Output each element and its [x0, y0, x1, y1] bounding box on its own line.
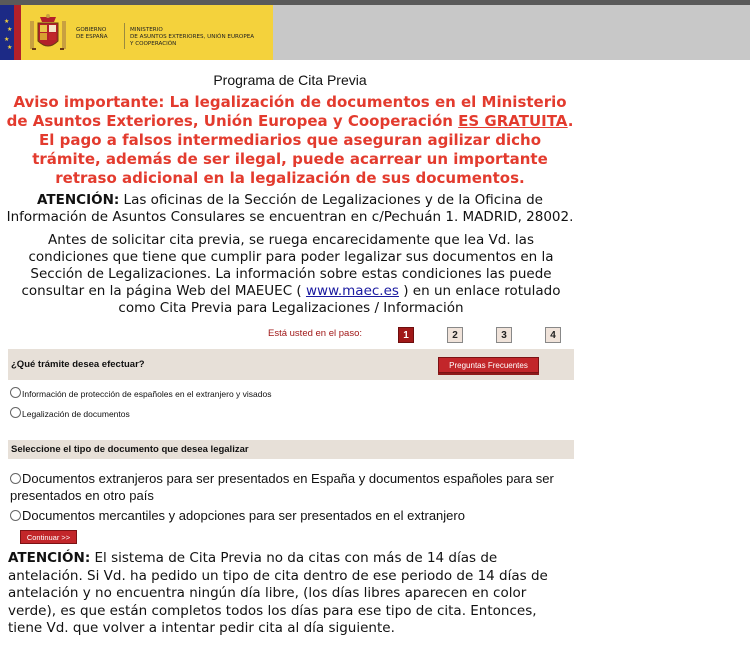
- gov-line-1: GOBIERNO: [76, 27, 107, 33]
- page-title: Programa de Cita Previa: [213, 72, 367, 88]
- ministerio-label: [130, 27, 254, 48]
- atencion-text: Las oficinas de la Sección de Legalizaciones y de la Oficina de Información de Asuntos Consulares se encuentran en c/Pechuán 1. MADRID, 28002.: [6, 192, 574, 225]
- step-4-indicator: 4: [545, 327, 561, 343]
- option-label: Documentos mercantiles y adopciones para ser presentados en el extranjero: [22, 508, 465, 523]
- appointment-notice: [8, 550, 568, 638]
- faq-button[interactable]: Preguntas Frecuentes: [438, 357, 539, 373]
- warning-text-1: Aviso importante: La legalización de documentos en el Ministerio de Asuntos Exteriores, Unión Europea y Cooperación: [6, 93, 567, 130]
- atencion-label: ATENCIÓN:: [37, 192, 120, 208]
- option-label: Información de protección de españoles en el extranjero y visados: [22, 389, 272, 399]
- min-line-2: DE ASUNTOS EXTERIORES, UNIÓN EUROPEA: [130, 34, 255, 40]
- conditions-text-1: Antes de solicitar cita previa, se ruega encarecidamente que lea Vd. las condiciones que tiene que cumplir para poder legalizar sus documentos en la Sección de Legalizaciones. La información sobre estas condiciones las puede consultar en la página Web del MAEUEC (: [21, 232, 554, 299]
- radio-button[interactable]: [10, 510, 21, 521]
- documento-section-header: [8, 440, 574, 459]
- conditions-text-2: ) en un enlace rotulado como Cita Previa para Legalizaciones / Información: [118, 283, 561, 316]
- step-1-indicator: 1: [398, 327, 414, 343]
- step-label: Está usted en el paso:: [268, 328, 363, 339]
- min-line-1: MINISTERIO: [130, 27, 163, 33]
- documento-heading: Seleccione el tipo de documento que desea legalizar: [11, 444, 249, 455]
- warning-text-2: . El pago a falsos intermediarios que aseguran agilizar dicho trámite, además de ser ilegal, puede acarrear un importante retraso adicional en la legalización de sus documentos.: [32, 112, 574, 187]
- eu-flag-icon: ★ ★ ★ ★: [0, 5, 14, 60]
- radio-button[interactable]: [10, 387, 21, 398]
- option-documentos-extranjeros[interactable]: [10, 470, 580, 504]
- gobierno-label: [76, 27, 108, 41]
- header-divider: [124, 23, 125, 49]
- option-proteccion[interactable]: [10, 387, 271, 399]
- step-2-indicator: 2: [447, 327, 463, 343]
- gov-line-2: DE ESPAÑA: [76, 34, 108, 40]
- continue-button[interactable]: Continuar >>: [20, 530, 77, 544]
- spain-flag-stripe: [14, 5, 21, 60]
- radio-button[interactable]: [10, 407, 21, 418]
- maec-link[interactable]: www.maec.es: [305, 283, 399, 299]
- appointment-notice-text: El sistema de Cita Previa no da citas con más de 14 días de antelación. Si Vd. ha pedido un tipo de cita dentro de ese periodo de 14 días de antelación y no encuentra ningún día libre, (los días libres aparecen en color verde), es que están completos todos los días para ese tipo de cita. Entonces, tiene Vd. que volver a intentar pedir cita al día siguiente.: [8, 550, 548, 636]
- atencion-label: ATENCIÓN:: [8, 550, 91, 566]
- min-line-3: Y COOPERACIÓN: [130, 41, 177, 47]
- tramite-question: ¿Qué trámite desea efectuar?: [11, 359, 145, 370]
- site-header: [0, 5, 750, 60]
- office-address-notice: [6, 192, 574, 226]
- important-warning: [6, 93, 574, 188]
- option-label: Legalización de documentos: [22, 409, 130, 419]
- coat-of-arms-icon: [28, 13, 68, 55]
- radio-button[interactable]: [10, 473, 21, 484]
- step-3-indicator: 3: [496, 327, 512, 343]
- option-label: Documentos extranjeros para ser presentados en España y documentos españoles para ser presentados en otro país: [10, 471, 554, 503]
- government-logo-block: [0, 5, 273, 60]
- option-documentos-mercantiles[interactable]: [10, 507, 580, 524]
- conditions-notice: [6, 232, 576, 317]
- warning-emphasis: ES GRATUITA: [458, 112, 568, 130]
- option-legalizacion[interactable]: [10, 407, 130, 419]
